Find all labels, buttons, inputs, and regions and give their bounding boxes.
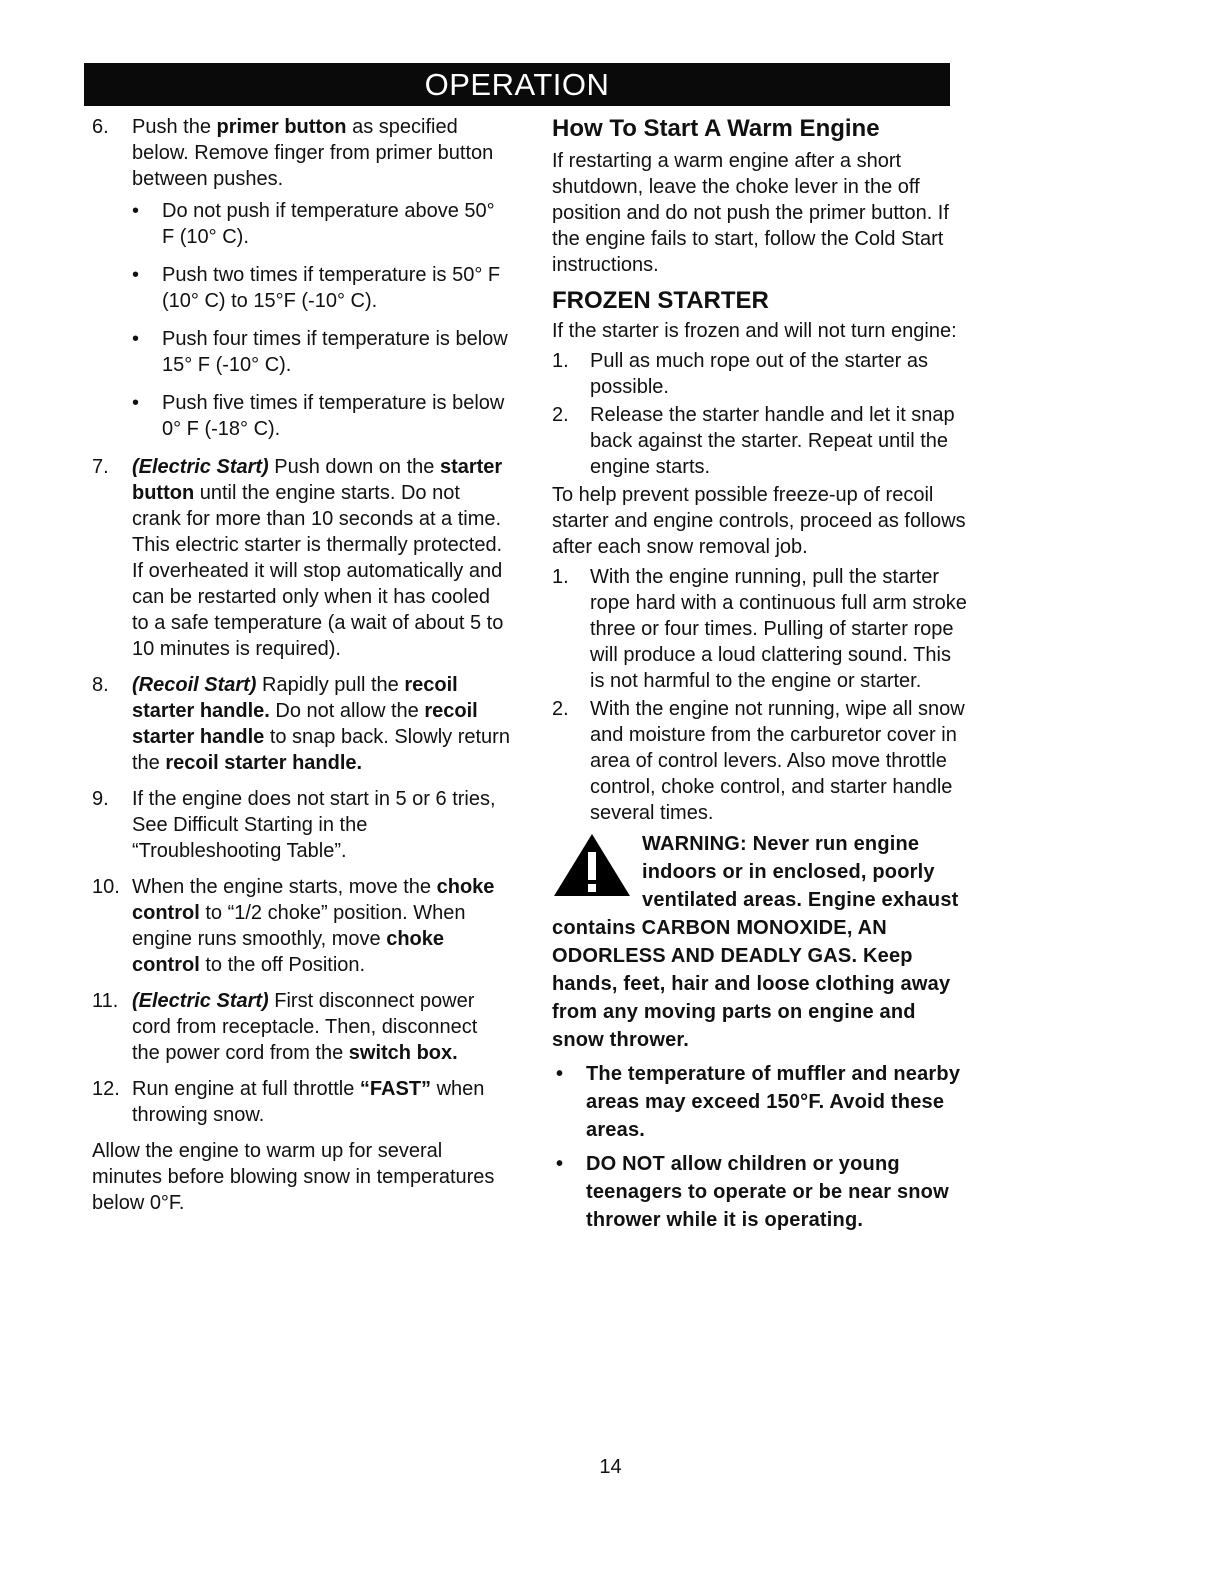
step-number: 12. xyxy=(92,1078,120,1100)
temperature-bullet-list xyxy=(132,198,510,442)
step-text: as specified below. Remove finger from primer button between pushes. xyxy=(132,116,494,190)
step-text: Push the xyxy=(132,116,217,138)
warning-bullet-list xyxy=(552,1060,968,1234)
step-text: until the engine starts. Do not crank for more than 10 seconds at a time. This electric starter is thermally protected. If overheated it will stop automatically and can be restarted only when it has cooled to a safe temperature (a wait of about 5 to 10 minutes is required). xyxy=(132,482,504,660)
step-text: If the engine does not start in 5 or 6 tries, See Difficult Starting in the “Troubleshooting Table”. xyxy=(132,788,496,862)
warning-bullet-item: • DO NOT allow children or young teenagers to operate or be near snow thrower while it is operating. xyxy=(552,1150,968,1234)
step-text: With the engine not running, wipe all snow and moisture from the carburetor cover in area of control levers. Also move throttle control, choke control, and starter handle several times. xyxy=(590,698,965,824)
step-number: 10. xyxy=(92,876,120,898)
step-bold-text: recoil starter handle. xyxy=(165,752,363,774)
step-text: to snap back. Slowly return the xyxy=(132,726,510,774)
page-number: 14 xyxy=(599,1456,622,1478)
step-text: With the engine running, pull the starter rope hard with a continuous full arm stroke three or four times. Pulling of starter rope will produce a loud clattering sound. This is not harmful to the engine or starter. xyxy=(590,566,967,692)
step-text: to “1/2 choke” position. When engine runs smoothly, move xyxy=(132,902,466,950)
right-column xyxy=(552,114,968,1240)
warm-engine-text: If restarting a warm engine after a short shutdown, leave the choke lever in the off position and do not push the primer button. If the engine fails to start, follow the Cold Start instructions. xyxy=(552,150,949,276)
step-text: Push down on the xyxy=(268,456,440,478)
frozen-starter-intro: If the starter is frozen and will not turn engine: xyxy=(552,320,957,342)
step-7 xyxy=(92,454,510,662)
step-bold-text: primer button xyxy=(216,116,347,138)
step-9 xyxy=(92,786,510,864)
step-number: 11. xyxy=(92,990,119,1012)
bullet-item: • Do not push if temperature above 50° F (10° C). xyxy=(132,198,510,250)
step-bold-text: starter button xyxy=(132,456,503,504)
step-number: 7. xyxy=(92,456,109,478)
prevention-step xyxy=(552,564,968,694)
step-bold-text: choke control xyxy=(132,876,495,924)
step-11 xyxy=(92,988,510,1066)
step-number: 2. xyxy=(552,698,569,720)
warning-text: WARNING: Never run engine indoors or in enclosed, poorly ventilated areas. Engine exhaust contains CARBON MONOXIDE, AN ODORLESS AND DEADLY GAS. Keep hands, feet, hair and loose clothing away from any moving parts on engine and snow thrower. xyxy=(552,833,959,1051)
step-mode-label: (Electric Start) xyxy=(132,456,269,478)
frozen-starter-heading: FROZEN STARTER xyxy=(552,287,769,314)
prevention-step xyxy=(552,696,968,826)
step-6 xyxy=(92,114,510,442)
step-8 xyxy=(92,672,510,776)
step-12 xyxy=(92,1076,510,1128)
freeze-prevention-text: To help prevent possible freeze-up of recoil starter and engine controls, proceed as follows after each snow removal job. xyxy=(552,484,966,558)
section-header: OPERATION xyxy=(84,63,950,106)
step-text: Do not allow the xyxy=(269,700,425,722)
frozen-step xyxy=(552,402,968,480)
frozen-step xyxy=(552,348,968,400)
warm-engine-heading: How To Start A Warm Engine xyxy=(552,115,880,142)
bullet-item: • Push two times if temperature is 50° F (10° C) to 15°F (-10° C). xyxy=(132,262,510,314)
step-text: First disconnect power cord from receptacle. Then, disconnect the power cord from the xyxy=(132,990,478,1064)
step-text: Release the starter handle and let it snap back against the starter. Repeat until the engine starts. xyxy=(590,404,955,478)
step-text: Run engine at full throttle xyxy=(132,1078,360,1100)
step-bold-text: “FAST” xyxy=(359,1078,432,1100)
step-bold-text: recoil starter handle xyxy=(132,700,478,748)
left-column xyxy=(92,114,510,1220)
step-number: 1. xyxy=(552,566,569,588)
warning-block xyxy=(552,830,968,1234)
warning-bullet-item: • The temperature of muffler and nearby areas may exceed 150°F. Avoid these areas. xyxy=(552,1060,968,1144)
step-bold-text: recoil starter handle. xyxy=(132,674,458,722)
step-number: 1. xyxy=(552,350,569,372)
step-number: 8. xyxy=(92,674,109,696)
bullet-item: • Push four times if temperature is below 15° F (-10° C). xyxy=(132,326,510,378)
step-10 xyxy=(92,874,510,978)
step-number: 2. xyxy=(552,404,569,426)
warmup-note: Allow the engine to warm up for several minutes before blowing snow in temperatures below 0°F. xyxy=(92,1140,495,1214)
step-bold-text: switch box. xyxy=(348,1042,458,1064)
step-mode-label: (Recoil Start) xyxy=(132,674,257,696)
step-text: When the engine starts, move the xyxy=(132,876,437,898)
step-text: Pull as much rope out of the starter as possible. xyxy=(590,350,928,398)
warning-triangle-icon xyxy=(552,832,632,898)
step-text: to the off Position. xyxy=(199,954,366,976)
step-text: Rapidly pull the xyxy=(256,674,405,696)
step-number: 6. xyxy=(92,116,109,138)
step-text: when throwing snow. xyxy=(132,1078,485,1126)
step-number: 9. xyxy=(92,788,109,810)
step-mode-label: (Electric Start) xyxy=(132,990,269,1012)
step-bold-text: choke control xyxy=(132,928,445,976)
bullet-item: • Push five times if temperature is below 0° F (-18° C). xyxy=(132,390,510,442)
